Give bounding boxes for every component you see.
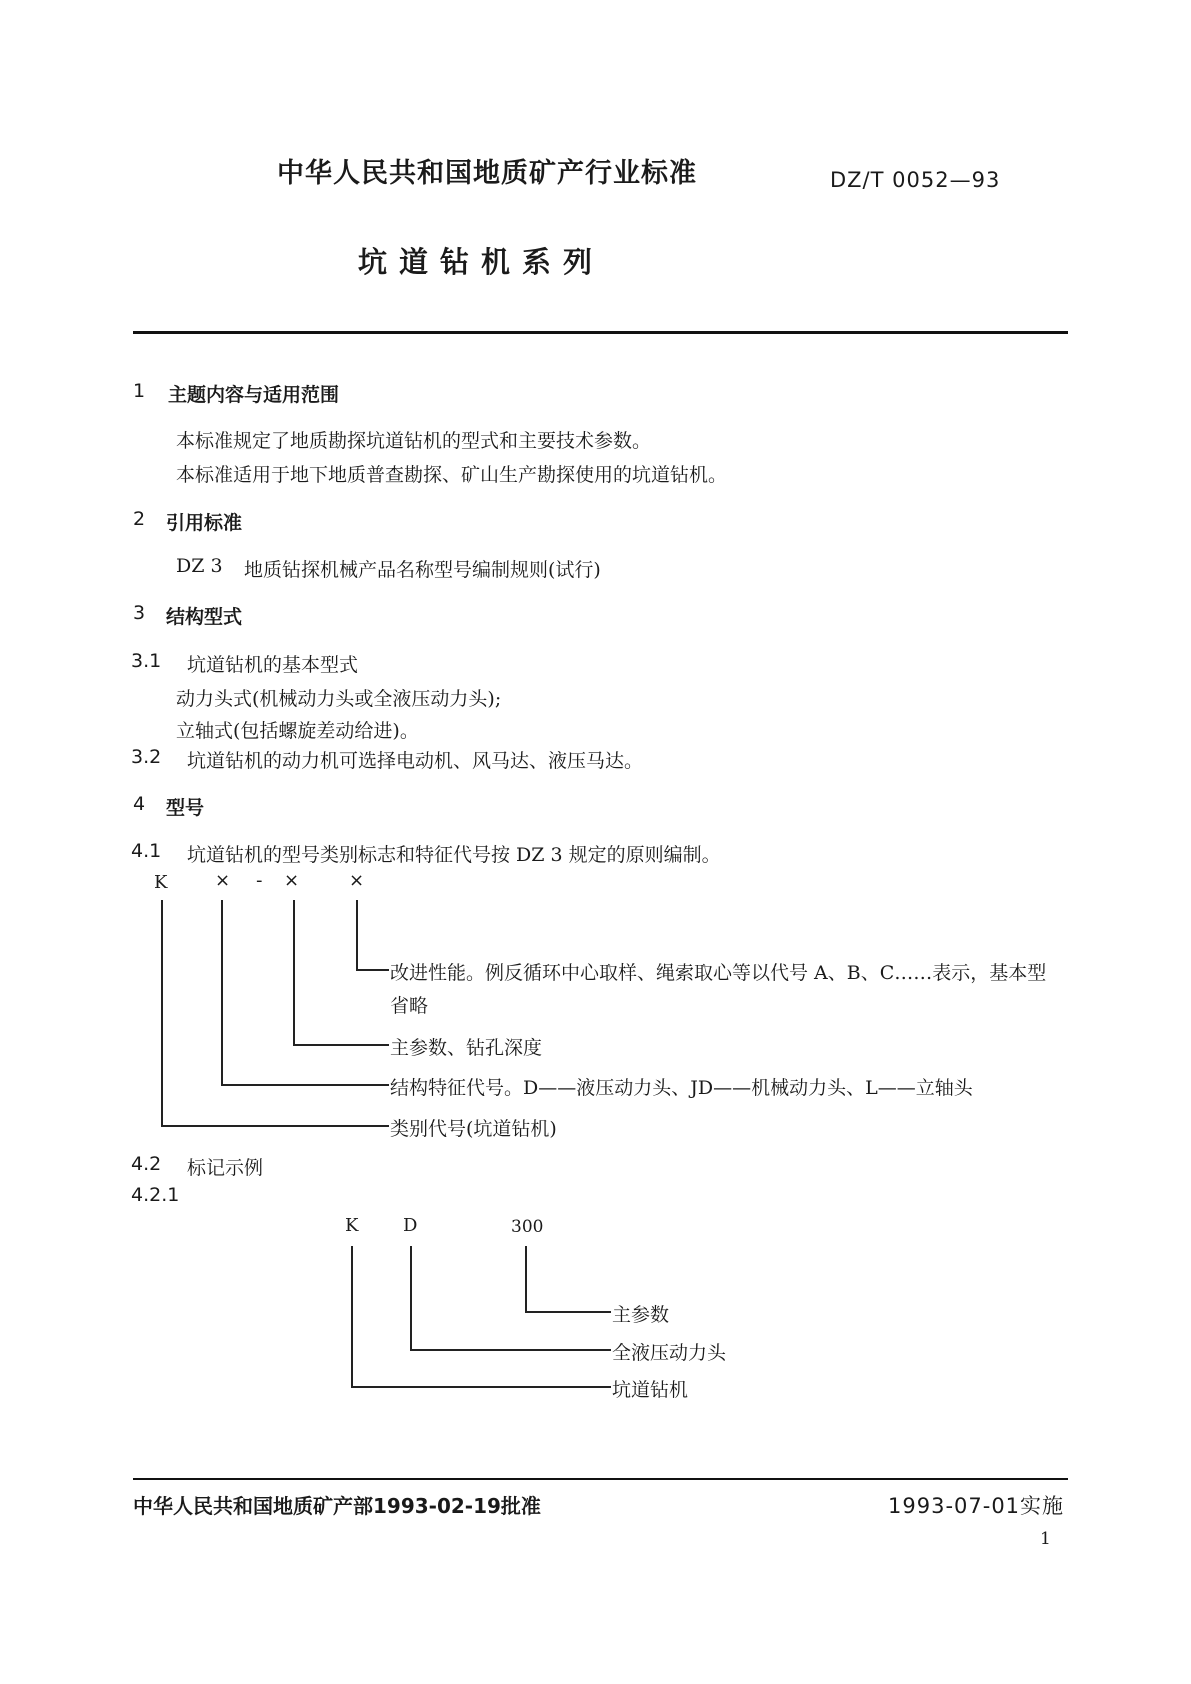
- footer-rule: [133, 1478, 1068, 1480]
- effective-date: 1993-07-01实施: [888, 1494, 1065, 1518]
- document-title: 坑道钻机系列: [358, 245, 605, 279]
- example-code-number: 300: [511, 1217, 544, 1237]
- section-4-2-number: 4.2: [131, 1153, 162, 1175]
- section-2-heading: 引用标准: [166, 512, 243, 534]
- section-1-paragraph-2: 本标准适用于地下地质普查勘探、矿山生产勘探使用的坑道钻机。: [176, 464, 728, 486]
- model-desc-class-code: 类别代号(坑道钻机): [390, 1118, 557, 1140]
- model-code-x2: ×: [284, 870, 300, 891]
- example-code-d: D: [403, 1215, 418, 1236]
- section-3-1-number: 3.1: [131, 650, 162, 672]
- model-desc-main-parameter: 主参数、钻孔深度: [390, 1037, 543, 1059]
- example-desc-hydraulic-head: 全液压动力头: [612, 1342, 727, 1364]
- model-code-k: K: [154, 872, 168, 893]
- header-rule: [133, 331, 1068, 334]
- page-number: 1: [1040, 1529, 1051, 1549]
- model-code-dash: -: [256, 870, 263, 891]
- model-desc-improvement-cont: 省略: [390, 995, 429, 1017]
- section-2-number: 2: [133, 508, 146, 530]
- standard-code: DZ/T 0052—93: [830, 168, 1001, 192]
- model-code-x3: ×: [349, 870, 365, 891]
- section-4-2-1-number: 4.2.1: [131, 1184, 180, 1206]
- section-1-heading: 主题内容与适用范围: [168, 384, 340, 406]
- section-3-1-item-a: 动力头式(机械动力头或全液压动力头);: [176, 688, 502, 710]
- standard-category-title: 中华人民共和国地质矿产行业标准: [277, 158, 697, 189]
- example-leader-d-horizontal: [410, 1349, 611, 1351]
- example-leader-k-horizontal: [351, 1386, 611, 1388]
- model-leader-k-vertical: [161, 900, 163, 1126]
- section-4-1-text: 坑道钻机的型号类别标志和特征代号按 DZ 3 规定的原则编制。: [187, 844, 721, 866]
- section-4-1-number: 4.1: [131, 840, 162, 862]
- model-leader-x3-vertical: [356, 900, 358, 970]
- section-1-paragraph-1: 本标准规定了地质勘探坑道钻机的型式和主要技术参数。: [176, 430, 652, 452]
- example-leader-k-vertical: [351, 1246, 353, 1387]
- example-leader-number-vertical: [525, 1246, 527, 1312]
- section-3-1-item-b: 立轴式(包括螺旋差动给进)。: [176, 720, 419, 742]
- section-4-2-text: 标记示例: [187, 1157, 264, 1179]
- model-leader-x2-horizontal: [293, 1044, 389, 1046]
- example-leader-number-horizontal: [525, 1311, 611, 1313]
- section-3-2-number: 3.2: [131, 746, 162, 768]
- example-desc-class: 坑道钻机: [612, 1379, 689, 1401]
- reference-title: 地质钻探机械产品名称型号编制规则(试行): [244, 559, 601, 581]
- approval-line: 中华人民共和国地质矿产部1993-02-19批准: [133, 1494, 541, 1518]
- section-3-number: 3: [133, 602, 146, 624]
- model-leader-x1-horizontal: [221, 1084, 389, 1086]
- model-code-x1: ×: [215, 870, 231, 891]
- model-leader-k-horizontal: [161, 1125, 389, 1127]
- model-desc-improvement: 改进性能。例反循环中心取样、绳索取心等以代号 A、B、C……表示，基本型: [390, 962, 1047, 984]
- model-leader-x1-vertical: [221, 900, 223, 1085]
- reference-code: DZ 3: [176, 555, 223, 577]
- example-code-k: K: [345, 1215, 359, 1236]
- model-desc-structure-code: 结构特征代号。D——液压动力头、JD——机械动力头、L——立轴头: [390, 1077, 973, 1099]
- section-3-1-text: 坑道钻机的基本型式: [187, 654, 359, 676]
- section-4-heading: 型号: [166, 797, 205, 819]
- example-desc-main-parameter: 主参数: [612, 1304, 670, 1326]
- section-3-heading: 结构型式: [166, 606, 243, 628]
- model-leader-x3-horizontal: [356, 969, 389, 971]
- example-leader-d-vertical: [410, 1246, 412, 1350]
- section-1-number: 1: [133, 380, 146, 402]
- section-4-number: 4: [133, 793, 146, 815]
- section-3-2-text: 坑道钻机的动力机可选择电动机、风马达、液压马达。: [187, 750, 644, 772]
- model-leader-x2-vertical: [293, 900, 295, 1045]
